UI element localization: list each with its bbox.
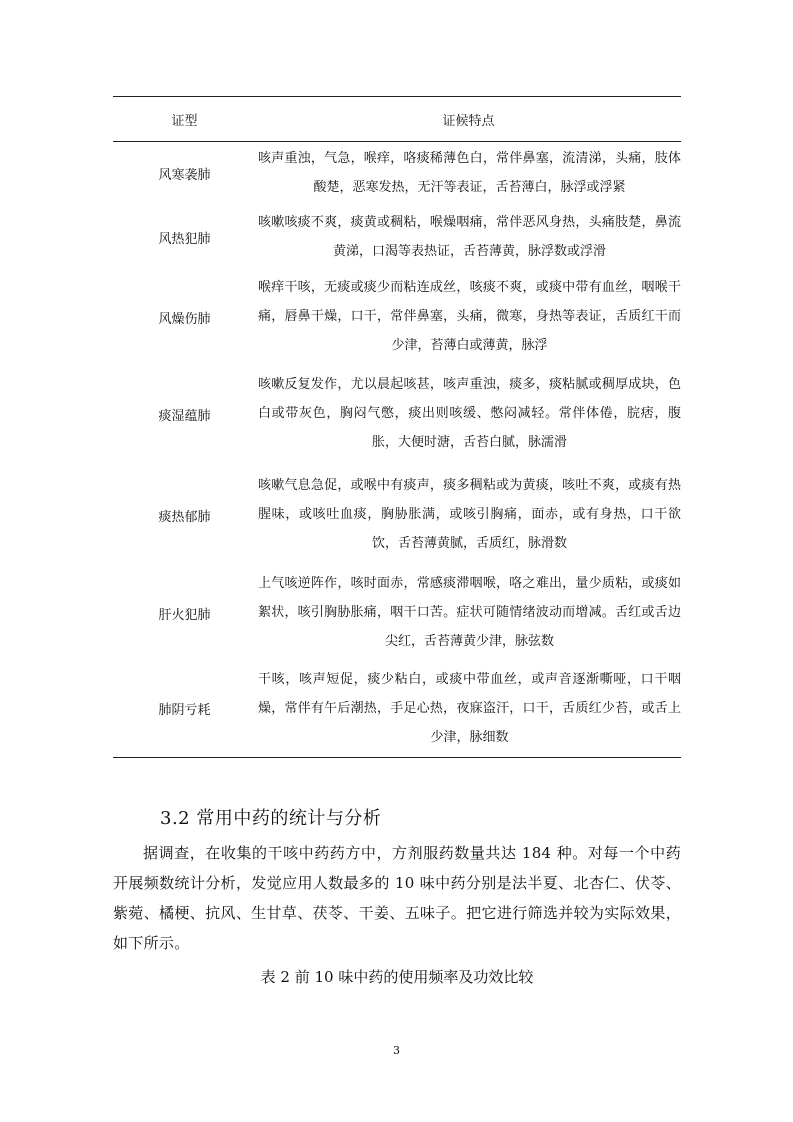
syndrome-features-cell: 咳嗽反复发作，尤以晨起咳甚，咳声重浊，痰多，痰粘腻或稠厚成块，色白或带灰色，胸闷气憋，痰出则咳缓、憋闷减轻。常伴体倦，脘痞，腹胀，大便时溏，舌苔白腻，脉濡滑 — [258, 377, 681, 450]
table-row — [113, 660, 681, 757]
syndrome-features-cell: 咳声重浊，气急，喉痒，咯痰稀薄色白，常伴鼻塞，流清涕，头痛，肢体酸楚，恶寒发热，无汗等表证，舌苔薄白，脉浮或浮紧 — [258, 150, 681, 195]
syndrome-type-cell: 痰湿蕴肺 — [158, 408, 211, 424]
syndrome-type-cell: 风热犯肺 — [158, 231, 211, 247]
table-row — [113, 142, 681, 204]
syndrome-type-cell: 肺阴亏耗 — [158, 703, 211, 718]
table-row — [113, 204, 681, 270]
header-syndrome-type: 证型 — [171, 113, 198, 129]
section-heading: 3.2 常用中药的统计与分析 — [160, 808, 382, 829]
table-row — [113, 464, 681, 566]
table-row — [113, 364, 681, 464]
syndrome-features-cell: 咳嗽气息急促，或喉中有痰声，痰多稠粘或为黄痰，咳吐不爽，或痰有热腥味，或咳吐血痰，胸胁胀满，或咳引胸痛，面赤，或有身热，口干欲饮，舌苔薄黄腻，舌质红，脉滑数 — [258, 478, 681, 551]
syndrome-type-cell: 风燥伤肺 — [158, 311, 211, 327]
syndrome-type-cell: 风寒袭肺 — [158, 167, 211, 183]
table-row — [113, 566, 681, 660]
syndrome-features-cell: 咳嗽咳痰不爽，痰黄或稠粘，喉燥咽痛，常伴恶风身热，头痛肢楚，鼻流黄涕，口渴等表热证，舌苔薄黄，脉浮数或浮滑 — [258, 214, 681, 259]
table-header — [113, 97, 681, 142]
syndrome-features-cell: 上气咳逆阵作，咳时面赤，常感痰滞咽喉，咯之难出，量少质粘，或痰如絮状，咳引胸胁胀痛，咽干口苦。症状可随情绪波动而增减。舌红或舌边尖红，舌苔薄黄少津，脉弦数 — [258, 576, 681, 649]
syndrome-table — [113, 96, 681, 758]
syndrome-features-cell: 喉痒干咳，无痰或痰少而粘连成丝，咳痰不爽，或痰中带有血丝，咽喉干痛，唇鼻干燥，口干，常伴鼻塞，头痛，微寒，身热等表证，舌质红干而少津，苔薄白或薄黄，脉浮 — [258, 280, 681, 353]
body-paragraph: 据调查，在收集的干咳中药药方中，方剂服药数量共达 184 种。对每一个中药开展频数统计分析，发觉应用人数最多的 10 味中药分别是法半夏、北杏仁、伏苓、紫菀、橘梗、抗风、生甘草、茯苓、干姜、五味子。把它进行筛选并较为实际效果，如下所示。 — [113, 844, 681, 952]
syndrome-type-cell: 痰热郁肺 — [158, 509, 211, 525]
syndrome-type-cell: 肝火犯肺 — [158, 607, 211, 623]
table-caption: 表 2 前 10 味中药的使用频率及功效比较 — [260, 968, 534, 986]
page-number: 3 — [393, 1044, 400, 1057]
table-row — [113, 270, 681, 364]
header-syndrome-features: 证候特点 — [442, 113, 495, 129]
syndrome-features-cell: 干咳，咳声短促，痰少粘白，或痰中带血丝，或声音逐渐嘶哑，口干咽燥，常伴有午后潮热，手足心热，夜寐盗汗，口干，舌质红少苔，或舌上少津，脉细数 — [258, 671, 681, 745]
